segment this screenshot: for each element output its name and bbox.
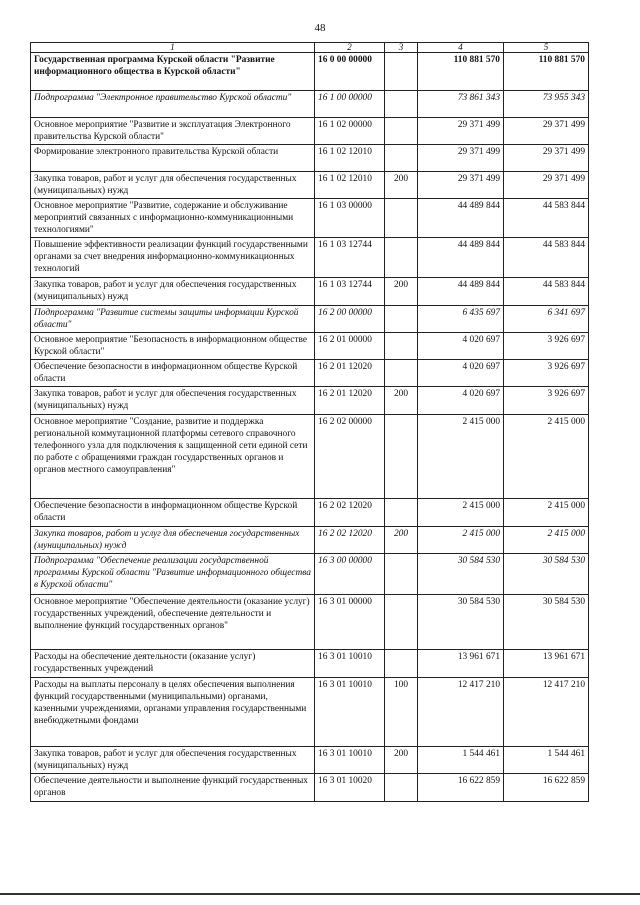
row-code-cell: 16 2 00 00000 xyxy=(315,306,385,333)
row-expense-type-cell xyxy=(385,238,418,278)
row-name-cell: Повышение эффективности реализации функций государственными органами за счет внедрения информационно-коммуникационных технологий xyxy=(31,238,315,278)
row-expense-type-cell xyxy=(385,306,418,333)
row-amount-1-cell: 110 881 570 xyxy=(418,53,504,91)
row-code-cell: 16 3 01 10010 xyxy=(315,747,385,774)
row-name-cell: Обеспечение безопасности в информационном обществе Курской области xyxy=(31,499,315,527)
row-code-cell: 16 1 02 12010 xyxy=(315,172,385,199)
row-amount-1-cell: 29 371 499 xyxy=(418,145,504,172)
row-name-cell: Подпрограмма "Обеспечение реализации государственной программы Курской области "Развитие информационного общества в Курской области" xyxy=(31,554,315,595)
budget-table xyxy=(30,42,589,802)
row-amount-2-cell: 44 583 844 xyxy=(504,238,589,278)
row-amount-1-cell: 44 489 844 xyxy=(418,238,504,278)
row-name-cell: Государственная программа Курской области "Развитие информационного общества в Курской области" xyxy=(31,53,315,91)
table-row xyxy=(31,145,589,172)
row-expense-type-cell xyxy=(385,333,418,360)
row-code-cell: 16 0 00 00000 xyxy=(315,53,385,91)
row-code-cell: 16 3 01 10020 xyxy=(315,774,385,802)
table-row xyxy=(31,650,589,678)
row-amount-1-cell: 2 415 000 xyxy=(418,499,504,527)
row-expense-type-cell xyxy=(385,360,418,387)
column-header-amount-2: 5 xyxy=(504,43,589,53)
row-name-cell: Формирование электронного правительства Курской области xyxy=(31,145,315,172)
row-code-cell: 16 2 01 12020 xyxy=(315,387,385,415)
row-amount-2-cell: 29 371 499 xyxy=(504,118,589,145)
row-amount-2-cell: 3 926 697 xyxy=(504,333,589,360)
row-expense-type-cell xyxy=(385,595,418,650)
row-amount-1-cell: 6 435 697 xyxy=(418,306,504,333)
table-row xyxy=(31,678,589,747)
row-amount-2-cell: 12 417 210 xyxy=(504,678,589,747)
row-expense-type-cell: 100 xyxy=(385,678,418,747)
table-row xyxy=(31,91,589,118)
row-expense-type-cell xyxy=(385,499,418,527)
row-name-cell: Закупка товаров, работ и услуг для обеспечения государственных (муниципальных) нужд xyxy=(31,747,315,774)
row-amount-1-cell: 29 371 499 xyxy=(418,118,504,145)
table-row xyxy=(31,747,589,774)
row-name-cell: Основное мероприятие "Развитие, содержание и обслуживание мероприятий связанных с информационно-коммуникационными технологиями" xyxy=(31,199,315,238)
table-row xyxy=(31,360,589,387)
row-amount-1-cell: 44 489 844 xyxy=(418,199,504,238)
row-code-cell: 16 3 00 00000 xyxy=(315,554,385,595)
row-amount-2-cell: 30 584 530 xyxy=(504,554,589,595)
row-amount-2-cell: 3 926 697 xyxy=(504,360,589,387)
row-name-cell: Закупка товаров, работ и услуг для обеспечения государственных (муниципальных) нужд xyxy=(31,278,315,306)
table-row xyxy=(31,306,589,333)
row-code-cell: 16 3 01 00000 xyxy=(315,595,385,650)
row-name-cell: Основное мероприятие "Развитие и эксплуатация Электронного правительства Курской области" xyxy=(31,118,315,145)
row-amount-2-cell: 1 544 461 xyxy=(504,747,589,774)
table-row xyxy=(31,172,589,199)
row-amount-1-cell: 13 961 671 xyxy=(418,650,504,678)
row-amount-2-cell: 110 881 570 xyxy=(504,53,589,91)
row-name-cell: Закупка товаров, работ и услуг для обеспечения государственных (муниципальных) нужд xyxy=(31,387,315,415)
row-amount-2-cell: 29 371 499 xyxy=(504,145,589,172)
row-expense-type-cell xyxy=(385,554,418,595)
row-amount-1-cell: 30 584 530 xyxy=(418,595,504,650)
table-row xyxy=(31,387,589,415)
row-amount-2-cell: 44 583 844 xyxy=(504,199,589,238)
table-row xyxy=(31,415,589,499)
row-amount-1-cell: 12 417 210 xyxy=(418,678,504,747)
row-code-cell: 16 2 01 00000 xyxy=(315,333,385,360)
table-row xyxy=(31,53,589,91)
page-number: 48 xyxy=(314,22,326,34)
table-row xyxy=(31,595,589,650)
row-name-cell: Закупка товаров, работ и услуг для обеспечения государственных (муниципальных) нужд xyxy=(31,172,315,199)
row-name-cell: Подпрограмма "Электронное правительство Курской области" xyxy=(31,91,315,118)
row-amount-2-cell: 6 341 697 xyxy=(504,306,589,333)
row-code-cell: 16 1 03 12744 xyxy=(315,238,385,278)
row-code-cell: 16 2 02 12020 xyxy=(315,499,385,527)
row-code-cell: 16 2 02 00000 xyxy=(315,415,385,499)
row-amount-2-cell: 16 622 859 xyxy=(504,774,589,802)
row-code-cell: 16 3 01 10010 xyxy=(315,650,385,678)
row-amount-1-cell: 4 020 697 xyxy=(418,360,504,387)
table-header-row xyxy=(31,43,589,53)
row-expense-type-cell xyxy=(385,91,418,118)
row-name-cell: Основное мероприятие "Создание, развитие и поддержка региональной коммутационной платформы сетевого справочного телефонного узла для подключения к защищенной сети единой сети по работе с обращениями граждан государственных органов и органов местного самоуправления" xyxy=(31,415,315,499)
row-amount-1-cell: 2 415 000 xyxy=(418,527,504,554)
row-amount-2-cell: 30 584 530 xyxy=(504,595,589,650)
row-expense-type-cell: 200 xyxy=(385,747,418,774)
table-row xyxy=(31,499,589,527)
row-name-cell: Обеспечение деятельности и выполнение функций государственных органов xyxy=(31,774,315,802)
row-expense-type-cell: 200 xyxy=(385,387,418,415)
row-amount-2-cell: 2 415 000 xyxy=(504,499,589,527)
row-code-cell: 16 1 00 00000 xyxy=(315,91,385,118)
row-amount-1-cell: 73 861 343 xyxy=(418,91,504,118)
row-name-cell: Расходы на обеспечение деятельности (оказание услуг) государственных учреждений xyxy=(31,650,315,678)
row-amount-2-cell: 3 926 697 xyxy=(504,387,589,415)
table-row xyxy=(31,278,589,306)
row-amount-2-cell: 2 415 000 xyxy=(504,415,589,499)
row-name-cell: Основное мероприятие "Безопасность в информационном обществе Курской области" xyxy=(31,333,315,360)
row-name-cell: Закупка товаров, работ и услуг для обеспечения государственных (муниципальных) нужд xyxy=(31,527,315,554)
table-row xyxy=(31,774,589,802)
row-code-cell: 16 1 02 00000 xyxy=(315,118,385,145)
row-expense-type-cell xyxy=(385,199,418,238)
row-amount-1-cell: 44 489 844 xyxy=(418,278,504,306)
row-amount-1-cell: 1 544 461 xyxy=(418,747,504,774)
row-expense-type-cell xyxy=(385,118,418,145)
column-header-code: 2 xyxy=(315,43,385,53)
row-name-cell: Обеспечение безопасности в информационном обществе Курской области xyxy=(31,360,315,387)
row-code-cell: 16 1 03 00000 xyxy=(315,199,385,238)
row-amount-1-cell: 29 371 499 xyxy=(418,172,504,199)
table-row xyxy=(31,199,589,238)
row-amount-2-cell: 73 955 343 xyxy=(504,91,589,118)
row-amount-1-cell: 2 415 000 xyxy=(418,415,504,499)
table-row xyxy=(31,554,589,595)
column-header-amount-1: 4 xyxy=(418,43,504,53)
row-expense-type-cell: 200 xyxy=(385,278,418,306)
table-row xyxy=(31,118,589,145)
row-name-cell: Подпрограмма "Развитие системы защиты информации Курской области" xyxy=(31,306,315,333)
row-name-cell: Основное мероприятие "Обеспечение деятельности (оказание услуг) государственных учреждений, обеспечение деятельности и выполнение функций государственных органов" xyxy=(31,595,315,650)
table-body xyxy=(31,53,589,802)
table-row xyxy=(31,333,589,360)
row-amount-2-cell: 2 415 000 xyxy=(504,527,589,554)
row-amount-2-cell: 29 371 499 xyxy=(504,172,589,199)
row-code-cell: 16 1 02 12010 xyxy=(315,145,385,172)
row-expense-type-cell xyxy=(385,415,418,499)
table-row xyxy=(31,238,589,278)
row-expense-type-cell xyxy=(385,53,418,91)
column-header-name: 1 xyxy=(31,43,315,53)
row-expense-type-cell xyxy=(385,650,418,678)
row-amount-1-cell: 4 020 697 xyxy=(418,333,504,360)
page-bottom-edge xyxy=(0,893,640,895)
row-amount-1-cell: 16 622 859 xyxy=(418,774,504,802)
row-code-cell: 16 2 02 12020 xyxy=(315,527,385,554)
row-code-cell: 16 1 03 12744 xyxy=(315,278,385,306)
row-amount-2-cell: 44 583 844 xyxy=(504,278,589,306)
row-name-cell: Расходы на выплаты персоналу в целях обеспечения выполнения функций государственными (муниципальными) органами, казенными учреждениями, органами управления государственными внебюджетными фондами xyxy=(31,678,315,747)
row-expense-type-cell xyxy=(385,774,418,802)
row-amount-1-cell: 30 584 530 xyxy=(418,554,504,595)
row-code-cell: 16 3 01 10010 xyxy=(315,678,385,747)
row-expense-type-cell: 200 xyxy=(385,527,418,554)
row-amount-2-cell: 13 961 671 xyxy=(504,650,589,678)
row-expense-type-cell: 200 xyxy=(385,172,418,199)
row-expense-type-cell xyxy=(385,145,418,172)
table-row xyxy=(31,527,589,554)
row-amount-1-cell: 4 020 697 xyxy=(418,387,504,415)
row-code-cell: 16 2 01 12020 xyxy=(315,360,385,387)
column-header-type: 3 xyxy=(385,43,418,53)
